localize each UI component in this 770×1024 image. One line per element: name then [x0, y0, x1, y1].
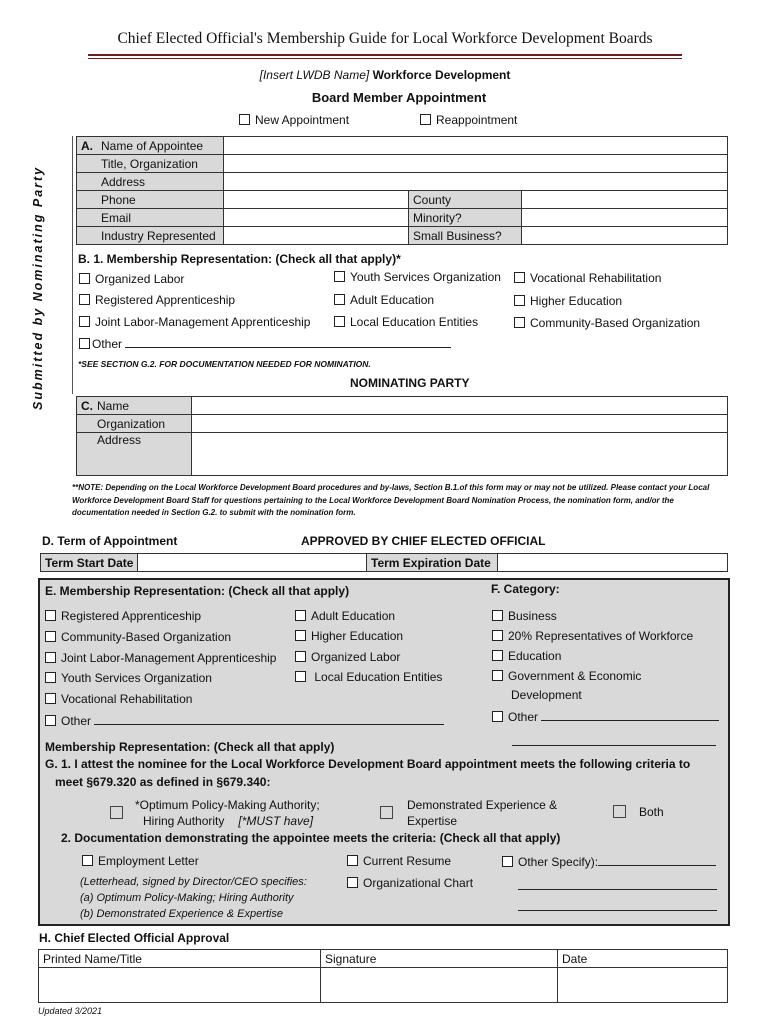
- printed-name-label: Printed Name/Title: [39, 950, 321, 968]
- reappointment-option[interactable]: Reappointment: [420, 113, 517, 127]
- row-phone-label: Phone: [77, 191, 224, 209]
- signature-field[interactable]: [321, 968, 558, 1003]
- checkbox[interactable]: [45, 652, 56, 663]
- e-option-other[interactable]: Other: [45, 714, 444, 728]
- term-table: [40, 553, 728, 572]
- checkbox[interactable]: [45, 610, 56, 621]
- letter-note: (Letterhead, signed by Director/CEO specifies: (a) Optimum Policy-Making; Hiring Authority (b) Demonstrated Experience & Expertise: [80, 876, 307, 920]
- row-name-label: A. Name of Appointee: [77, 137, 224, 155]
- date-label: Date: [558, 950, 728, 968]
- checkbox[interactable]: [502, 856, 513, 867]
- checkbox[interactable]: [492, 610, 503, 621]
- b-option-local-education[interactable]: Local Education Entities: [334, 315, 478, 329]
- phone-field[interactable]: [224, 191, 409, 209]
- term-end-label: Term Expiration Date: [367, 554, 498, 572]
- date-field[interactable]: [558, 968, 728, 1003]
- checkbox[interactable]: [82, 855, 93, 866]
- new-appointment-checkbox[interactable]: [239, 114, 250, 125]
- checkbox[interactable]: [45, 715, 56, 726]
- lwdb-name-placeholder: [Insert LWDB Name]: [259, 68, 370, 82]
- optimum-policy-label: *Optimum Policy-Making Authority; Hiring Authority [*MUST have]: [135, 798, 320, 828]
- checkbox[interactable]: [347, 877, 358, 888]
- row-email-label: Email: [77, 209, 224, 227]
- nom-address-label: Address: [77, 433, 192, 476]
- checkbox[interactable]: [514, 272, 525, 283]
- nominating-table: [76, 396, 728, 476]
- appointee-table: [76, 136, 728, 245]
- address-field[interactable]: [224, 173, 728, 191]
- reappointment-checkbox[interactable]: [420, 114, 431, 125]
- e-option-adult-education[interactable]: Adult Education: [295, 609, 395, 623]
- f-option-other[interactable]: Other: [492, 710, 719, 724]
- b-option-adult-education[interactable]: Adult Education: [334, 293, 434, 307]
- other-specify-option[interactable]: Other Specify):: [502, 855, 716, 869]
- checkbox[interactable]: [334, 316, 345, 327]
- term-end-field[interactable]: [498, 554, 728, 572]
- f-option-education[interactable]: Education: [492, 649, 561, 663]
- both-checkbox[interactable]: [613, 805, 626, 818]
- document-header-title: Chief Elected Official's Membership Guide for Local Workforce Development Boards: [117, 30, 653, 47]
- row-address-label: Address: [77, 173, 224, 191]
- checkbox[interactable]: [295, 610, 306, 621]
- b-option-higher-education[interactable]: Higher Education: [514, 294, 622, 308]
- e-option-higher-education[interactable]: Higher Education: [295, 629, 403, 643]
- f-other-line-field-2[interactable]: [512, 745, 716, 746]
- b-option-community-based[interactable]: Community-Based Organization: [514, 316, 700, 330]
- term-heading: D. Term of Appointment: [42, 534, 178, 548]
- repeat-membership-heading: Membership Representation: (Check all that apply): [45, 740, 335, 754]
- checkbox[interactable]: [514, 295, 525, 306]
- procedure-note: **NOTE: Depending on the Local Workforce Development Board procedures and by-laws, Section B.1.of this form may or may not be utilized. Please contact your Local Workforce Development Board Staff for questions pertaining to the Local Workforce Development Board Nomination Process, the nomination form, and/or the documentation needed in Section G.2. to submit with the nomination form.: [72, 483, 710, 517]
- b-option-other[interactable]: Other: [79, 337, 451, 351]
- f-development-label: Development: [511, 688, 582, 702]
- demonstrated-experience-label: Demonstrated Experience & Expertise: [407, 798, 558, 828]
- other-specify-line-2[interactable]: [518, 889, 717, 890]
- b-option-youth-services[interactable]: Youth Services Organization: [334, 270, 501, 284]
- e-option-organized-labor[interactable]: Organized Labor: [295, 650, 400, 664]
- checkbox[interactable]: [45, 631, 56, 642]
- e-option-joint-labor[interactable]: Joint Labor-Management Apprenticeship: [45, 651, 276, 665]
- row-industry-label: Industry Represented: [77, 227, 224, 245]
- approved-heading: APPROVED BY CHIEF ELECTED OFFICIAL: [301, 534, 546, 548]
- checkbox[interactable]: [492, 650, 503, 661]
- signature-label: Signature: [321, 950, 558, 968]
- demonstrated-experience-checkbox[interactable]: [380, 806, 393, 819]
- new-appointment-option[interactable]: New Appointment: [239, 113, 349, 127]
- e-option-youth-services[interactable]: Youth Services Organization: [45, 671, 212, 685]
- b-option-joint-labor[interactable]: Joint Labor-Management Apprenticeship: [79, 315, 310, 329]
- nominating-party-heading: NOMINATING PARTY: [350, 376, 470, 390]
- county-field[interactable]: [522, 191, 728, 209]
- checkbox[interactable]: [492, 670, 503, 681]
- term-start-label: Term Start Date: [41, 554, 138, 572]
- optimum-policy-checkbox[interactable]: [110, 806, 123, 819]
- f-option-government[interactable]: Government & Economic: [492, 669, 641, 683]
- checkbox[interactable]: [45, 693, 56, 704]
- nom-address-field[interactable]: [192, 433, 728, 476]
- checkbox[interactable]: [45, 672, 56, 683]
- form-title: Board Member Appointment: [311, 90, 487, 105]
- workforce-label: Workforce Development: [372, 68, 511, 82]
- org-chart-option[interactable]: Organizational Chart: [347, 876, 473, 890]
- nom-name-label: C. Name: [77, 397, 192, 415]
- small-business-field[interactable]: [522, 227, 728, 245]
- b-option-vocational-rehab[interactable]: Vocational Rehabilitation: [514, 271, 661, 285]
- form-subtitle: [0, 68, 770, 82]
- section-bracket: [72, 136, 73, 394]
- name-field[interactable]: [224, 137, 728, 155]
- email-field[interactable]: [224, 209, 409, 227]
- current-resume-option[interactable]: Current Resume: [347, 854, 451, 868]
- g1-attest-line1: G. 1. I attest the nominee for the Local Workforce Development Board appointment meets the following criteria to: [45, 757, 691, 771]
- b-option-organized-labor[interactable]: Organized Labor: [79, 272, 184, 286]
- g1-attest-line2: meet §679.320 as defined in §679.340:: [55, 775, 271, 789]
- section-e-heading: E. Membership Representation: (Check all that apply): [45, 584, 350, 598]
- checkbox[interactable]: [492, 711, 503, 722]
- row-title-label: Title, Organization: [77, 155, 224, 173]
- nom-name-field[interactable]: [192, 397, 728, 415]
- e-option-community-based[interactable]: Community-Based Organization: [45, 630, 231, 644]
- checkbox[interactable]: [79, 273, 90, 284]
- other-specify-line-3[interactable]: [518, 910, 717, 911]
- b-option-registered-apprenticeship[interactable]: Registered Apprenticeship: [79, 293, 235, 307]
- g2-documentation-heading: 2. Documentation demonstrating the appointee meets the criteria: (Check all that apply): [61, 831, 561, 845]
- f-option-business[interactable]: Business: [492, 609, 557, 623]
- f-other-line-field[interactable]: [541, 720, 719, 721]
- nom-org-label: Organization: [77, 415, 192, 433]
- checkbox[interactable]: [334, 294, 345, 305]
- section-f-heading: F. Category:: [491, 582, 560, 596]
- f-option-20-percent[interactable]: 20% Representatives of Workforce: [492, 629, 693, 643]
- small-business-label: Small Business?: [409, 227, 522, 245]
- checkbox[interactable]: [79, 294, 90, 305]
- employment-letter-option[interactable]: Employment Letter: [82, 854, 199, 868]
- checkbox[interactable]: [295, 630, 306, 641]
- approval-table: [38, 949, 728, 1003]
- term-start-field[interactable]: [138, 554, 367, 572]
- checkbox[interactable]: [514, 317, 525, 328]
- checkbox[interactable]: [334, 271, 345, 282]
- printed-name-field[interactable]: [39, 968, 321, 1003]
- checkbox[interactable]: [295, 651, 306, 662]
- minority-label: Minority?: [409, 209, 522, 227]
- header-rule: [88, 54, 682, 56]
- e-option-local-education[interactable]: Local Education Entities: [295, 670, 442, 684]
- e-other-line-field[interactable]: [94, 724, 444, 725]
- industry-field[interactable]: [224, 227, 409, 245]
- checkbox[interactable]: [79, 316, 90, 327]
- header-rule-thin: [88, 58, 682, 59]
- side-label-submitted: Submitted by Nominating Party: [31, 165, 45, 410]
- checkbox[interactable]: [79, 338, 90, 349]
- both-label: Both: [639, 805, 664, 819]
- see-section-note: *SEE SECTION G.2. FOR DOCUMENTATION NEEDED FOR NOMINATION.: [78, 359, 371, 369]
- checkbox[interactable]: [492, 630, 503, 641]
- checkbox[interactable]: [295, 671, 306, 682]
- section-h-heading: H. Chief Elected Official Approval: [39, 931, 230, 945]
- section-b-heading: B. 1. Membership Representation: (Check all that apply)*: [78, 252, 401, 266]
- e-option-vocational-rehab[interactable]: Vocational Rehabilitation: [45, 692, 192, 706]
- other-specify-line-field[interactable]: [598, 865, 716, 866]
- nom-org-field[interactable]: [192, 415, 728, 433]
- county-label: County: [409, 191, 522, 209]
- updated-footer: Updated 3/2021: [38, 1006, 103, 1016]
- e-option-registered-apprenticeship[interactable]: Registered Apprenticeship: [45, 609, 201, 623]
- minority-field[interactable]: [522, 209, 728, 227]
- checkbox[interactable]: [347, 855, 358, 866]
- other-line-field[interactable]: [125, 347, 451, 348]
- title-field[interactable]: [224, 155, 728, 173]
